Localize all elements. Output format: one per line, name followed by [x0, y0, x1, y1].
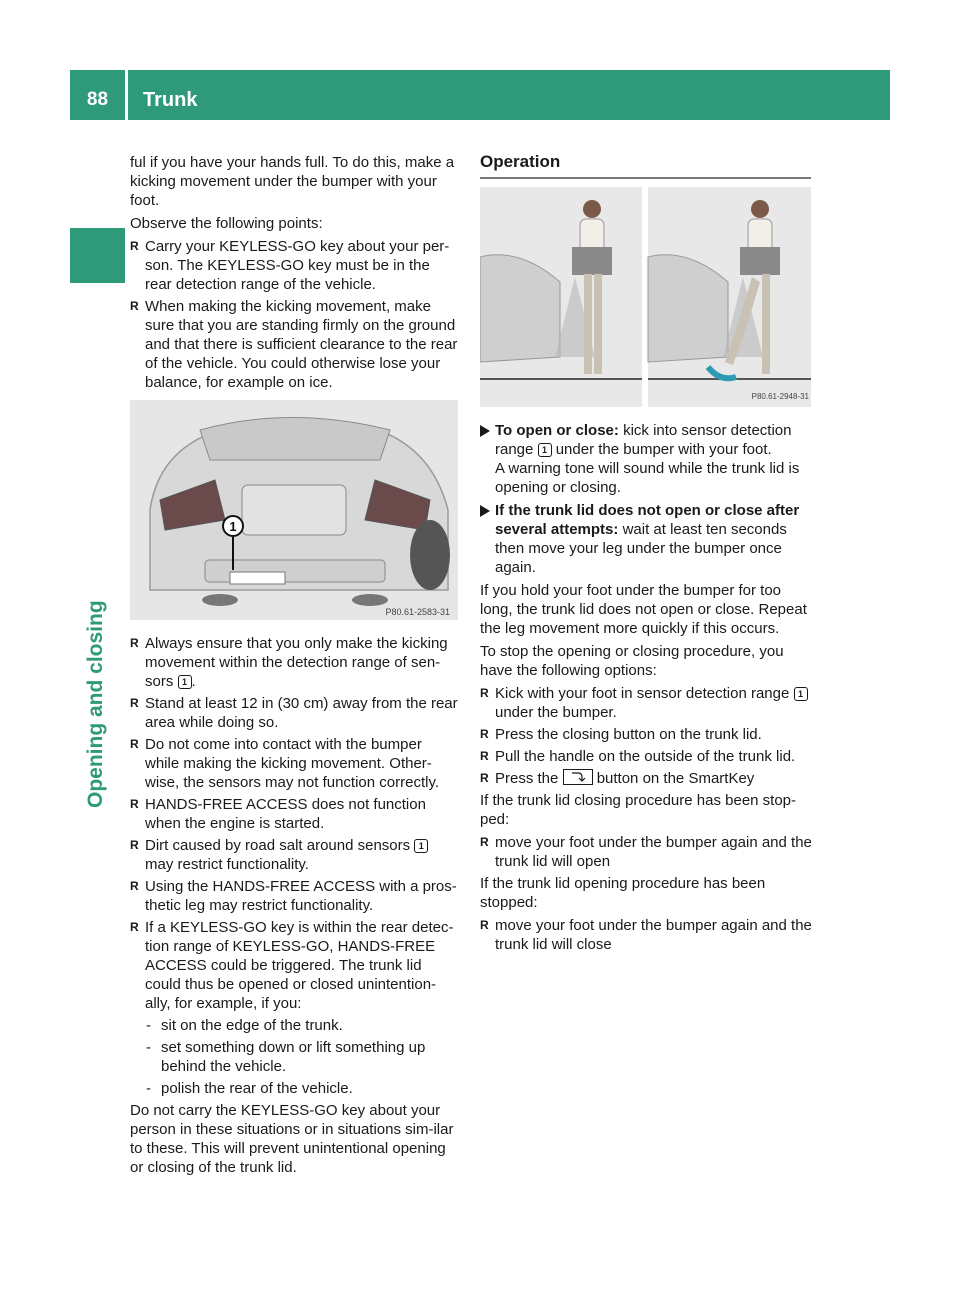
paragraph: If the trunk lid closing procedure has been stop-ped: — [480, 792, 797, 828]
dash-item: - set something down or lift something up behind the vehicle. — [130, 1038, 460, 1076]
step-text: under the bumper with your foot. — [551, 441, 772, 458]
list-item — [130, 836, 460, 874]
callout-number: 1 — [414, 839, 428, 853]
page-number: 88 — [86, 89, 109, 110]
left-column-lower — [130, 634, 460, 1181]
section-label-text: Opening and closing — [84, 600, 107, 808]
item-text: under the bumper. — [495, 704, 617, 721]
stopped-close-list — [480, 833, 814, 871]
step-label: If the trunk lid does not open or close after several attempts: — [495, 502, 800, 538]
callout-number: 1 — [178, 675, 192, 689]
closing-paragraph: Do not carry the KEYLESS-GO key about your person in these situations or in situations sim-ilar to these. This will prevent unintentional opening or closing of the trunk lid. — [130, 1102, 454, 1176]
list-item: R move your foot under the bumper again and the trunk lid will open — [480, 833, 814, 871]
trunk-button-icon — [563, 769, 593, 785]
car-rear-illustration — [130, 400, 458, 620]
page-header — [70, 70, 890, 120]
step-note: A warning tone will sound while the trunk lid is opening or closing. — [495, 460, 800, 496]
instruction-step — [480, 421, 814, 497]
header-divider — [125, 70, 128, 120]
item-text: Dirt caused by road salt around sensors — [145, 837, 415, 854]
step-arrow-icon — [480, 425, 490, 437]
paragraph: To stop the opening or closing procedure, you have the following options: — [480, 643, 784, 679]
item-text: Always ensure that you only make the kicking movement within the detection range of sen-sors — [145, 635, 448, 690]
callout-number: 1 — [538, 443, 552, 457]
page-title: Trunk — [143, 89, 198, 111]
list-item: R When making the kicking movement, make sure that you are standing firmly on the ground and that there is sufficient clearance to the rear of the vehicle. You could otherwise lose your balance, for example on ice. — [130, 297, 460, 392]
list-item: R Do not come into contact with the bumper while making the kicking movement. Other-wise, the sensors may not function correctly. — [130, 735, 460, 792]
paragraph: If the trunk lid opening procedure has been stopped: — [480, 875, 766, 911]
requirements-list — [130, 237, 460, 392]
item-text: Press the — [495, 770, 563, 787]
list-item: R move your foot under the bumper again and the trunk lid will close — [480, 916, 814, 954]
car-rear-figure — [130, 400, 458, 620]
section-heading: Operation — [480, 152, 561, 171]
item-text: button on the SmartKey — [592, 770, 755, 787]
list-item: R Using the HANDS-FREE ACCESS with a pros-thetic leg may restrict functionality. — [130, 877, 460, 915]
kick-illustration — [480, 187, 811, 407]
step-arrow-icon — [480, 505, 490, 517]
item-text: Kick with your foot in sensor detection range — [495, 685, 794, 702]
list-item: R Stand at least 12 in (30 cm) away from the rear area while doing so. — [130, 694, 460, 732]
list-item: R Carry your KEYLESS-GO key about your per-son. The KEYLESS-GO key must be in the rear detection range of the vehicle. — [130, 237, 460, 294]
list-item: R If a KEYLESS-GO key is within the rear detec-tion range of KEYLESS-GO, HANDS-FREE ACCESS could be triggered. The trunk lid could thus be opened or closed unintention-ally, for example, if you: — [130, 918, 460, 1013]
step-text: kick into sensor detection range — [495, 422, 792, 458]
heading-rule — [480, 177, 811, 179]
item-text: . — [191, 673, 196, 690]
precautions-list — [130, 634, 460, 1098]
figure-callout: 1 — [229, 519, 237, 534]
list-item: R Pull the handle on the outside of the trunk lid. — [480, 747, 814, 766]
figure-code: P80.61-2583-31 — [385, 607, 450, 617]
list-item: R Press the closing button on the trunk lid. — [480, 725, 814, 744]
list-item — [480, 684, 814, 722]
observe-paragraph: Observe the following points: — [130, 215, 323, 232]
intro-paragraph: ful if you have your hands full. To do this, make a kicking movement under the bumper with your foot. — [130, 154, 455, 209]
operation-figure — [480, 187, 811, 407]
section-label — [84, 600, 114, 920]
instruction-step — [480, 501, 814, 577]
dash-item: - sit on the edge of the trunk. — [130, 1016, 460, 1035]
paragraph: If you hold your foot under the bumper for too long, the trunk lid does not open or close. Repeat the leg movement more quickly if this occurs. — [480, 582, 807, 637]
list-item — [130, 634, 460, 691]
step-text: wait at least ten seconds then move your leg under the bumper once again. — [495, 521, 787, 576]
dash-item: - polish the rear of the vehicle. — [130, 1079, 460, 1098]
step-label: To open or close: — [495, 422, 619, 439]
callout-number: 1 — [794, 687, 808, 701]
stopped-open-list — [480, 916, 814, 954]
options-list — [480, 684, 814, 788]
item-text: may restrict functionality. — [145, 856, 309, 873]
right-column — [480, 421, 814, 957]
section-tab — [70, 228, 125, 283]
list-item: R HANDS-FREE ACCESS does not function when the engine is started. — [130, 795, 460, 833]
left-column — [130, 153, 460, 395]
figure-code: P80.61-2948-31 — [751, 392, 809, 401]
list-item — [480, 769, 814, 788]
